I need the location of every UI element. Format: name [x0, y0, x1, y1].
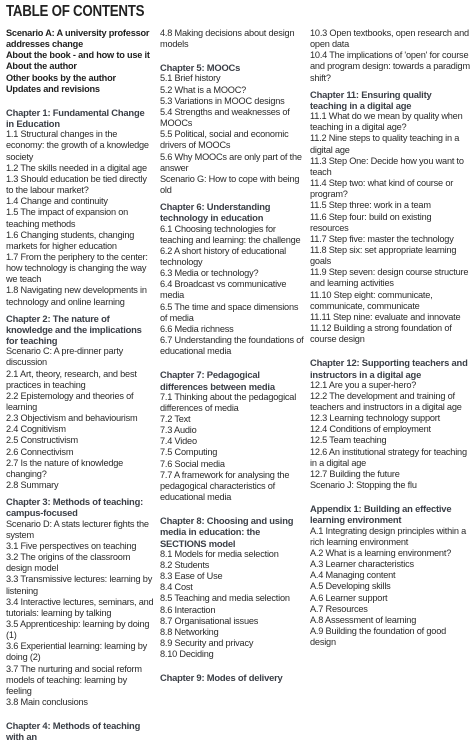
toc-entry[interactable]: 12.3 Learning technology support	[310, 413, 440, 424]
toc-entry[interactable]: A.4 Managing content	[310, 570, 396, 581]
toc-entry[interactable]: 3.6 Experiential learning: learning by doing (2)	[6, 641, 148, 663]
toc-entry[interactable]: 1.4 Change and continuity	[6, 196, 108, 207]
toc-entry[interactable]: 11.4 Step two: what kind of course or program?	[310, 178, 454, 200]
toc-entry[interactable]: 6.5 The time and space dimensions of media	[160, 301, 299, 323]
toc-entry[interactable]: 3.8 Main conclusions	[6, 697, 88, 708]
toc-entry[interactable]: 1.1 Structural changes in the economy: the growth of a knowledge society	[6, 129, 149, 162]
toc-entry[interactable]: 2.1 Art, theory, research, and best practices in teaching	[6, 368, 137, 390]
toc-chapter-heading[interactable]: Chapter 8: Choosing and using media in education: the SECTIONS model	[160, 515, 294, 549]
toc-entry[interactable]: 2.2 Epistemology and theories of learning	[6, 390, 134, 412]
toc-entry[interactable]: Scenario J: Stopping the flu	[310, 480, 417, 491]
toc-entry[interactable]: 11.7 Step five: master the technology	[310, 233, 454, 244]
toc-chapter-heading[interactable]: Chapter 12: Supporting teachers and instructors in a digital age	[310, 357, 468, 380]
toc-entry[interactable]: 6.1 Choosing technologies for teaching and learning: the challenge	[160, 223, 301, 245]
toc-entry[interactable]: A.1 Integrating design principles within a rich learning environment	[310, 525, 467, 547]
toc-chapter-heading[interactable]: Chapter 3: Methods of teaching: campus-focused	[6, 496, 144, 519]
toc-entry[interactable]: 2.6 Connectivism	[6, 446, 74, 457]
toc-entry[interactable]: 6.4 Broadcast vs communicative media	[160, 279, 287, 301]
toc-entry[interactable]: 6.3 Media or technology?	[160, 268, 259, 279]
toc-entry[interactable]: A.8 Assessment of learning	[310, 614, 417, 625]
toc-chapter-heading[interactable]: Chapter 2: The nature of knowledge and the implications for teaching	[6, 312, 142, 347]
toc-entry[interactable]: 8.1 Models for media selection	[160, 548, 279, 559]
toc-chapter-heading[interactable]: Chapter 11: Ensuring quality teaching in a digital age	[310, 88, 432, 111]
toc-entry[interactable]: 3.5 Apprenticeship: learning by doing (1)	[6, 618, 150, 641]
toc-chapter-heading[interactable]: Chapter 5: MOOCs	[160, 62, 241, 74]
toc-entry[interactable]: A.5 Developing skills	[310, 581, 391, 592]
toc-entry[interactable]: 2.8 Summary	[6, 480, 59, 491]
toc-entry[interactable]: 8.4 Cost	[160, 582, 193, 593]
toc-entry[interactable]: 7.2 Text	[160, 414, 191, 424]
toc-chapter-heading[interactable]: Chapter 4: Methods of teaching with an	[6, 720, 141, 743]
toc-entry[interactable]: 12.1 Are you a super-hero?	[310, 379, 417, 390]
toc-entry[interactable]: 1.8 Navigating new developments in technology and online learning	[6, 285, 147, 307]
toc-entry[interactable]: 10.3 Open textbooks, open research and open data	[310, 28, 469, 50]
toc-entry[interactable]: 8.6 Interaction	[160, 604, 216, 615]
toc-entry[interactable]: 2.3 Objectivism and behaviourism	[6, 413, 138, 424]
toc-entry[interactable]: 12.6 An institutional strategy for teaching in a digital age	[310, 446, 467, 468]
toc-entry[interactable]: 1.2 The skills needed in a digital age	[6, 162, 147, 173]
toc-entry[interactable]: 5.5 Political, social and economic drivers of MOOCs	[160, 129, 289, 151]
toc-front-matter-link[interactable]: Updates and revisions	[6, 83, 100, 94]
toc-entry[interactable]: 8.3 Ease of Use	[160, 571, 223, 582]
toc-entry[interactable]: 10.4 The implications of 'open' for course and program design: towards a paradigm shift?	[310, 50, 470, 83]
toc-entry[interactable]: 7.3 Audio	[160, 425, 197, 436]
toc-front-matter-link[interactable]: Scenario A: A university professor addresses change	[6, 28, 150, 50]
toc-entry[interactable]: A.6 Learner support	[310, 592, 388, 603]
toc-entry[interactable]: 7.4 Video	[160, 436, 197, 447]
toc-entry[interactable]: 8.5 Teaching and media selection	[160, 593, 290, 604]
toc-entry[interactable]: 12.4 Conditions of employment	[310, 424, 431, 435]
toc-entry[interactable]: 5.6 Why MOOCs are only part of the answer	[160, 151, 302, 173]
toc-entry[interactable]: 8.9 Security and privacy	[160, 637, 254, 648]
toc-entry[interactable]: 5.2 What is a MOOC?	[160, 84, 247, 95]
toc-entry[interactable]: Scenario G: How to cope with being old	[160, 173, 300, 196]
toc-entry[interactable]: 1.5 The impact of expansion on teaching methods	[6, 207, 129, 229]
toc-entry[interactable]: 5.3 Variations in MOOC designs	[160, 95, 285, 106]
toc-entry[interactable]: 8.8 Networking	[160, 626, 219, 637]
toc-entry[interactable]: 11.3 Step One: Decide how you want to teach	[310, 155, 464, 177]
toc-entry[interactable]: 11.5 Step three: work in a team	[310, 200, 431, 211]
toc-entry[interactable]: 11.1 What do we mean by quality when teaching in a digital age?	[310, 111, 463, 133]
toc-entry[interactable]: 11.8 Step six: set appropriate learning goals	[310, 244, 457, 267]
toc-entry[interactable]: 5.1 Brief history	[160, 73, 221, 84]
toc-entry[interactable]: 2.7 Is the nature of knowledge changing?	[6, 457, 124, 479]
toc-entry[interactable]: 8.7 Organisational issues	[160, 615, 259, 626]
toc-entry[interactable]: 2.4 Cognitivism	[6, 424, 66, 435]
toc-entry[interactable]: 8.2 Students	[160, 559, 210, 570]
toc-entry[interactable]: 12.5 Team teaching	[310, 435, 387, 446]
toc-entry[interactable]: 1.3 Should education be tied directly to the labour market?	[6, 173, 147, 196]
toc-chapter-heading[interactable]: Appendix 1: Building an effective learning environment	[310, 503, 452, 526]
toc-entry[interactable]: 11.10 Step eight: communicate, communicate, communicate	[310, 289, 433, 311]
toc-entry[interactable]: 3.7 The nurturing and social reform models of teaching: learning by feeling	[6, 663, 142, 696]
toc-entry[interactable]: 11.11 Step nine: evaluate and innovate	[310, 311, 461, 322]
toc-chapter-heading[interactable]: Chapter 9: Modes of delivery	[160, 672, 283, 684]
toc-entry[interactable]: 11.6 Step four: build on existing resources	[310, 211, 432, 233]
toc-chapter-heading[interactable]: Chapter 6: Understanding technology in education	[160, 201, 271, 224]
toc-chapter-heading[interactable]: Chapter 1: Fundamental Change in Education	[6, 106, 145, 130]
toc-column-1	[6, 28, 154, 743]
toc-entry[interactable]: 5.4 Strengths and weaknesses of MOOCs	[160, 106, 290, 129]
toc-entry[interactable]: 7.1 Thinking about the pedagogical differences of media	[160, 391, 297, 413]
toc-entry[interactable]: 11.12 Building a strong foundation of course design	[310, 323, 452, 345]
toc-entry[interactable]: 2.5 Constructivism	[6, 435, 78, 446]
toc-entry[interactable]: 1.6 Changing students, changing markets for higher education	[6, 229, 135, 251]
toc-entry[interactable]: 6.7 Understanding the foundations of educational media	[160, 335, 304, 357]
toc-entry[interactable]: 3.3 Transmissive lectures: learning by listening	[6, 574, 153, 596]
toc-entry[interactable]: 3.1 Five perspectives on teaching	[6, 540, 137, 551]
toc-front-matter-link[interactable]: Other books by the author	[6, 72, 116, 83]
toc-entry[interactable]: 12.7 Building the future	[310, 468, 400, 479]
toc-entry[interactable]: A.9 Building the foundation of good design	[310, 625, 447, 648]
toc-entry[interactable]: 4.8 Making decisions about design models	[160, 28, 295, 50]
toc-entry[interactable]: 7.6 Social media	[160, 458, 225, 469]
toc-entry[interactable]: 7.5 Computing	[160, 447, 218, 458]
toc-front-matter-link[interactable]: About the book - and how to use it	[6, 50, 150, 61]
toc-column-2	[160, 28, 305, 683]
toc-entry[interactable]: 11.9 Step seven: design course structure and learning activities	[310, 267, 469, 289]
toc-front-matter-link[interactable]: About the author	[6, 61, 77, 72]
toc-entry[interactable]: 7.7 A framework for analysing the pedagogical characteristics of educational media	[160, 469, 290, 503]
toc-entry[interactable]: A.7 Resources	[310, 603, 368, 614]
toc-entry[interactable]: 6.2 A short history of educational technology	[160, 245, 286, 267]
toc-chapter-heading[interactable]: Chapter 7: Pedagogical differences between media	[160, 369, 275, 392]
toc-entry[interactable]: 6.6 Media richness	[160, 323, 234, 334]
toc-entry[interactable]: A.3 Learner characteristics	[310, 559, 414, 570]
toc-column-3	[310, 28, 470, 648]
toc-entry[interactable]: 8.10 Deciding	[160, 649, 214, 660]
toc-entry[interactable]: Scenario C: A pre-dinner party discussion	[6, 346, 124, 368]
page-title: TABLE OF CONTENTS	[6, 3, 145, 20]
toc-entry[interactable]: 12.2 The development and training of teachers and instructors in a digital age	[310, 390, 462, 412]
toc-entry[interactable]: 3.2 The origins of the classroom design model	[6, 552, 131, 574]
toc-entry[interactable]: Scenario D: A stats lecturer fights the system	[6, 518, 149, 540]
toc-entry[interactable]: 11.2 Nine steps to quality teaching in a digital age	[310, 133, 460, 155]
toc-entry[interactable]: 1.7 From the periphery to the center: how technology is changing the way we teach	[6, 251, 148, 285]
toc-entry[interactable]: A.2 What is a learning environment?	[310, 547, 452, 558]
toc-entry[interactable]: 3.4 Interactive lectures, seminars, and tutorials: learning by talking	[6, 596, 154, 618]
